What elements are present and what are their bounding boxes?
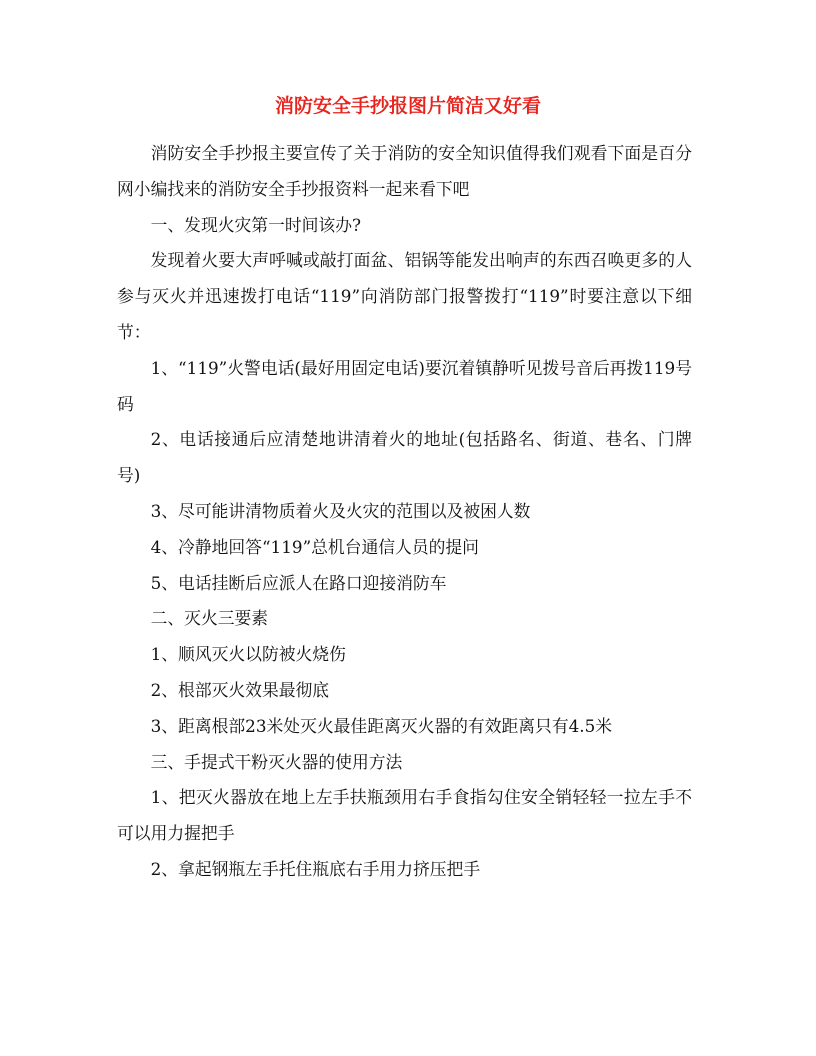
section-heading-3: 三、手提式干粉灭火器的使用方法 xyxy=(150,751,403,772)
list-item: 1、顺风灭火以防被火烧伤 xyxy=(150,644,346,665)
list-item: 4、冷静地回答“119”总机台通信人员的提问 xyxy=(150,536,479,557)
list-item: 1、把灭火器放在地上左手扶瓶颈用右手食指勾住安全销轻轻一拉左手不可以用力握把手 xyxy=(117,787,692,844)
document-title: 消防安全手抄报图片简洁又好看 xyxy=(274,95,541,117)
list-item: 5、电话挂断后应派人在路口迎接消防车 xyxy=(150,572,447,593)
list-item: 2、拿起钢瓶左手托住瓶底右手用力挤压把手 xyxy=(150,858,481,879)
list-item: 3、距离根部23米处灭火最佳距离灭火器的有效距离只有4.5米 xyxy=(150,715,613,736)
list-item: 3、尽可能讲清物质着火及火灾的范围以及被困人数 xyxy=(150,500,531,521)
section-heading-1: 一、发现火灾第一时间该办? xyxy=(150,214,361,235)
paragraph-intro: 消防安全手抄报主要宣传了关于消防的安全知识值得我们观看下面是百分网小编找来的消防安全手抄报资料一起来看下吧 xyxy=(117,143,692,199)
document-body xyxy=(117,136,692,888)
list-item: 1、“119”火警电话(最好用固定电话)要沉着镇静听见拨号音后再拨119号码 xyxy=(117,357,692,414)
list-item: 2、根部灭火效果最彻底 xyxy=(150,679,330,700)
section-heading-2: 二、灭火三要素 xyxy=(150,608,269,629)
paragraph: 发现着火要大声呼喊或敲打面盆、铝锅等能发出响声的东西召唤更多的人参与灭火并迅速拨打电话“119”向消防部门报警拨打“119”时要注意以下细节： xyxy=(117,250,692,342)
list-item: 2、电话接通后应清楚地讲清着火的地址(包括路名、街道、巷名、门牌号) xyxy=(117,429,692,486)
